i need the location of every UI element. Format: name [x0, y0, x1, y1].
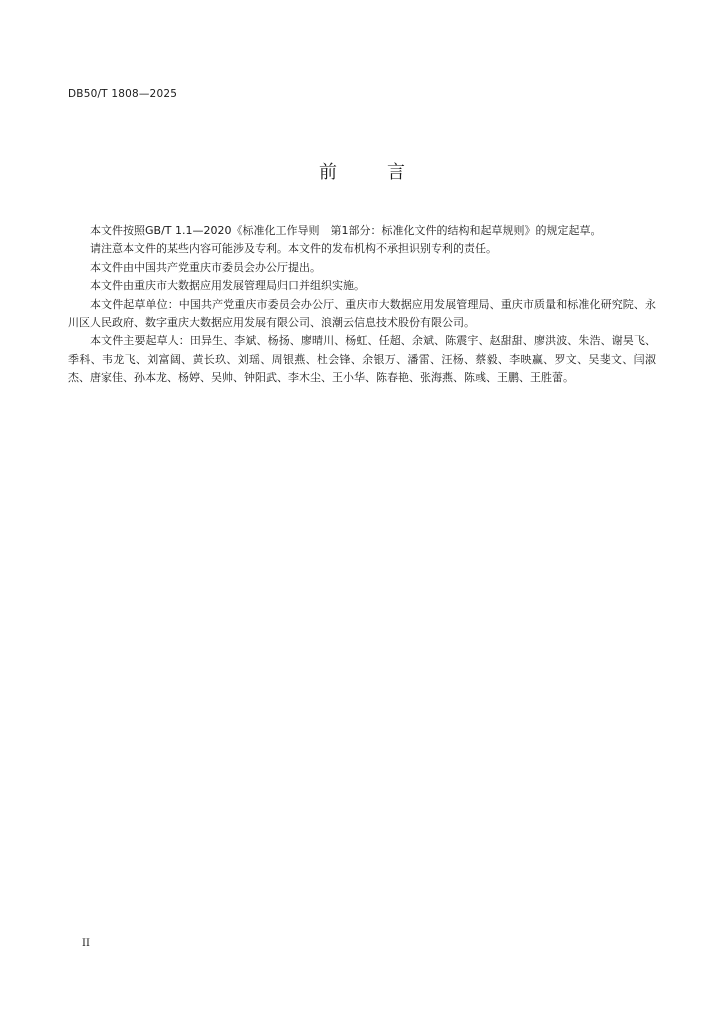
title-char-2: 言 — [387, 162, 405, 183]
paragraph-drafting-rules: 本文件按照GB/T 1.1—2020《标准化工作导则 第1部分：标准化文件的结构和起草规则》的规定起草。 — [90, 224, 602, 237]
standard-code: DB50/T 1808—2025 — [68, 88, 178, 100]
paragraph-drafters: 本文件主要起草人：田异生、李斌、杨扬、廖晴川、杨虹、任超、余斌、陈震宇、赵甜甜、廖洪波、朱浩、谢昊飞、季科、韦龙飞、刘富阔、黄长玖、刘瑶、周银燕、杜会锋、余银万、潘雷、汪杨、蔡毅、李映赢、罗文、吴斐文、闫淑杰、唐家佳、孙本龙、杨婷、吴帅、钟阳武、李木尘、王小华、陈春艳、张海燕、陈彧、王鹏、王胜蕾。 — [68, 334, 656, 385]
page-number: II — [82, 938, 90, 949]
foreword-body — [68, 222, 656, 388]
paragraph-patent-notice: 请注意本文件的某些内容可能涉及专利。本文件的发布机构不承担识别专利的责任。 — [90, 242, 497, 256]
title-char-1: 前 — [319, 162, 337, 183]
paragraph-administrator: 本文件由重庆市大数据应用发展管理局归口并组织实施。 — [90, 279, 365, 293]
paragraph-drafting-units: 本文件起草单位：中国共产党重庆市委员会办公厅、重庆市大数据应用发展管理局、重庆市质量和标准化研究院、永川区人民政府、数字重庆大数据应用发展有限公司、浪潮云信息技术股份有限公司。 — [68, 297, 656, 330]
paragraph-proposer: 本文件由中国共产党重庆市委员会办公厅提出。 — [90, 260, 321, 274]
page-title — [0, 158, 724, 184]
